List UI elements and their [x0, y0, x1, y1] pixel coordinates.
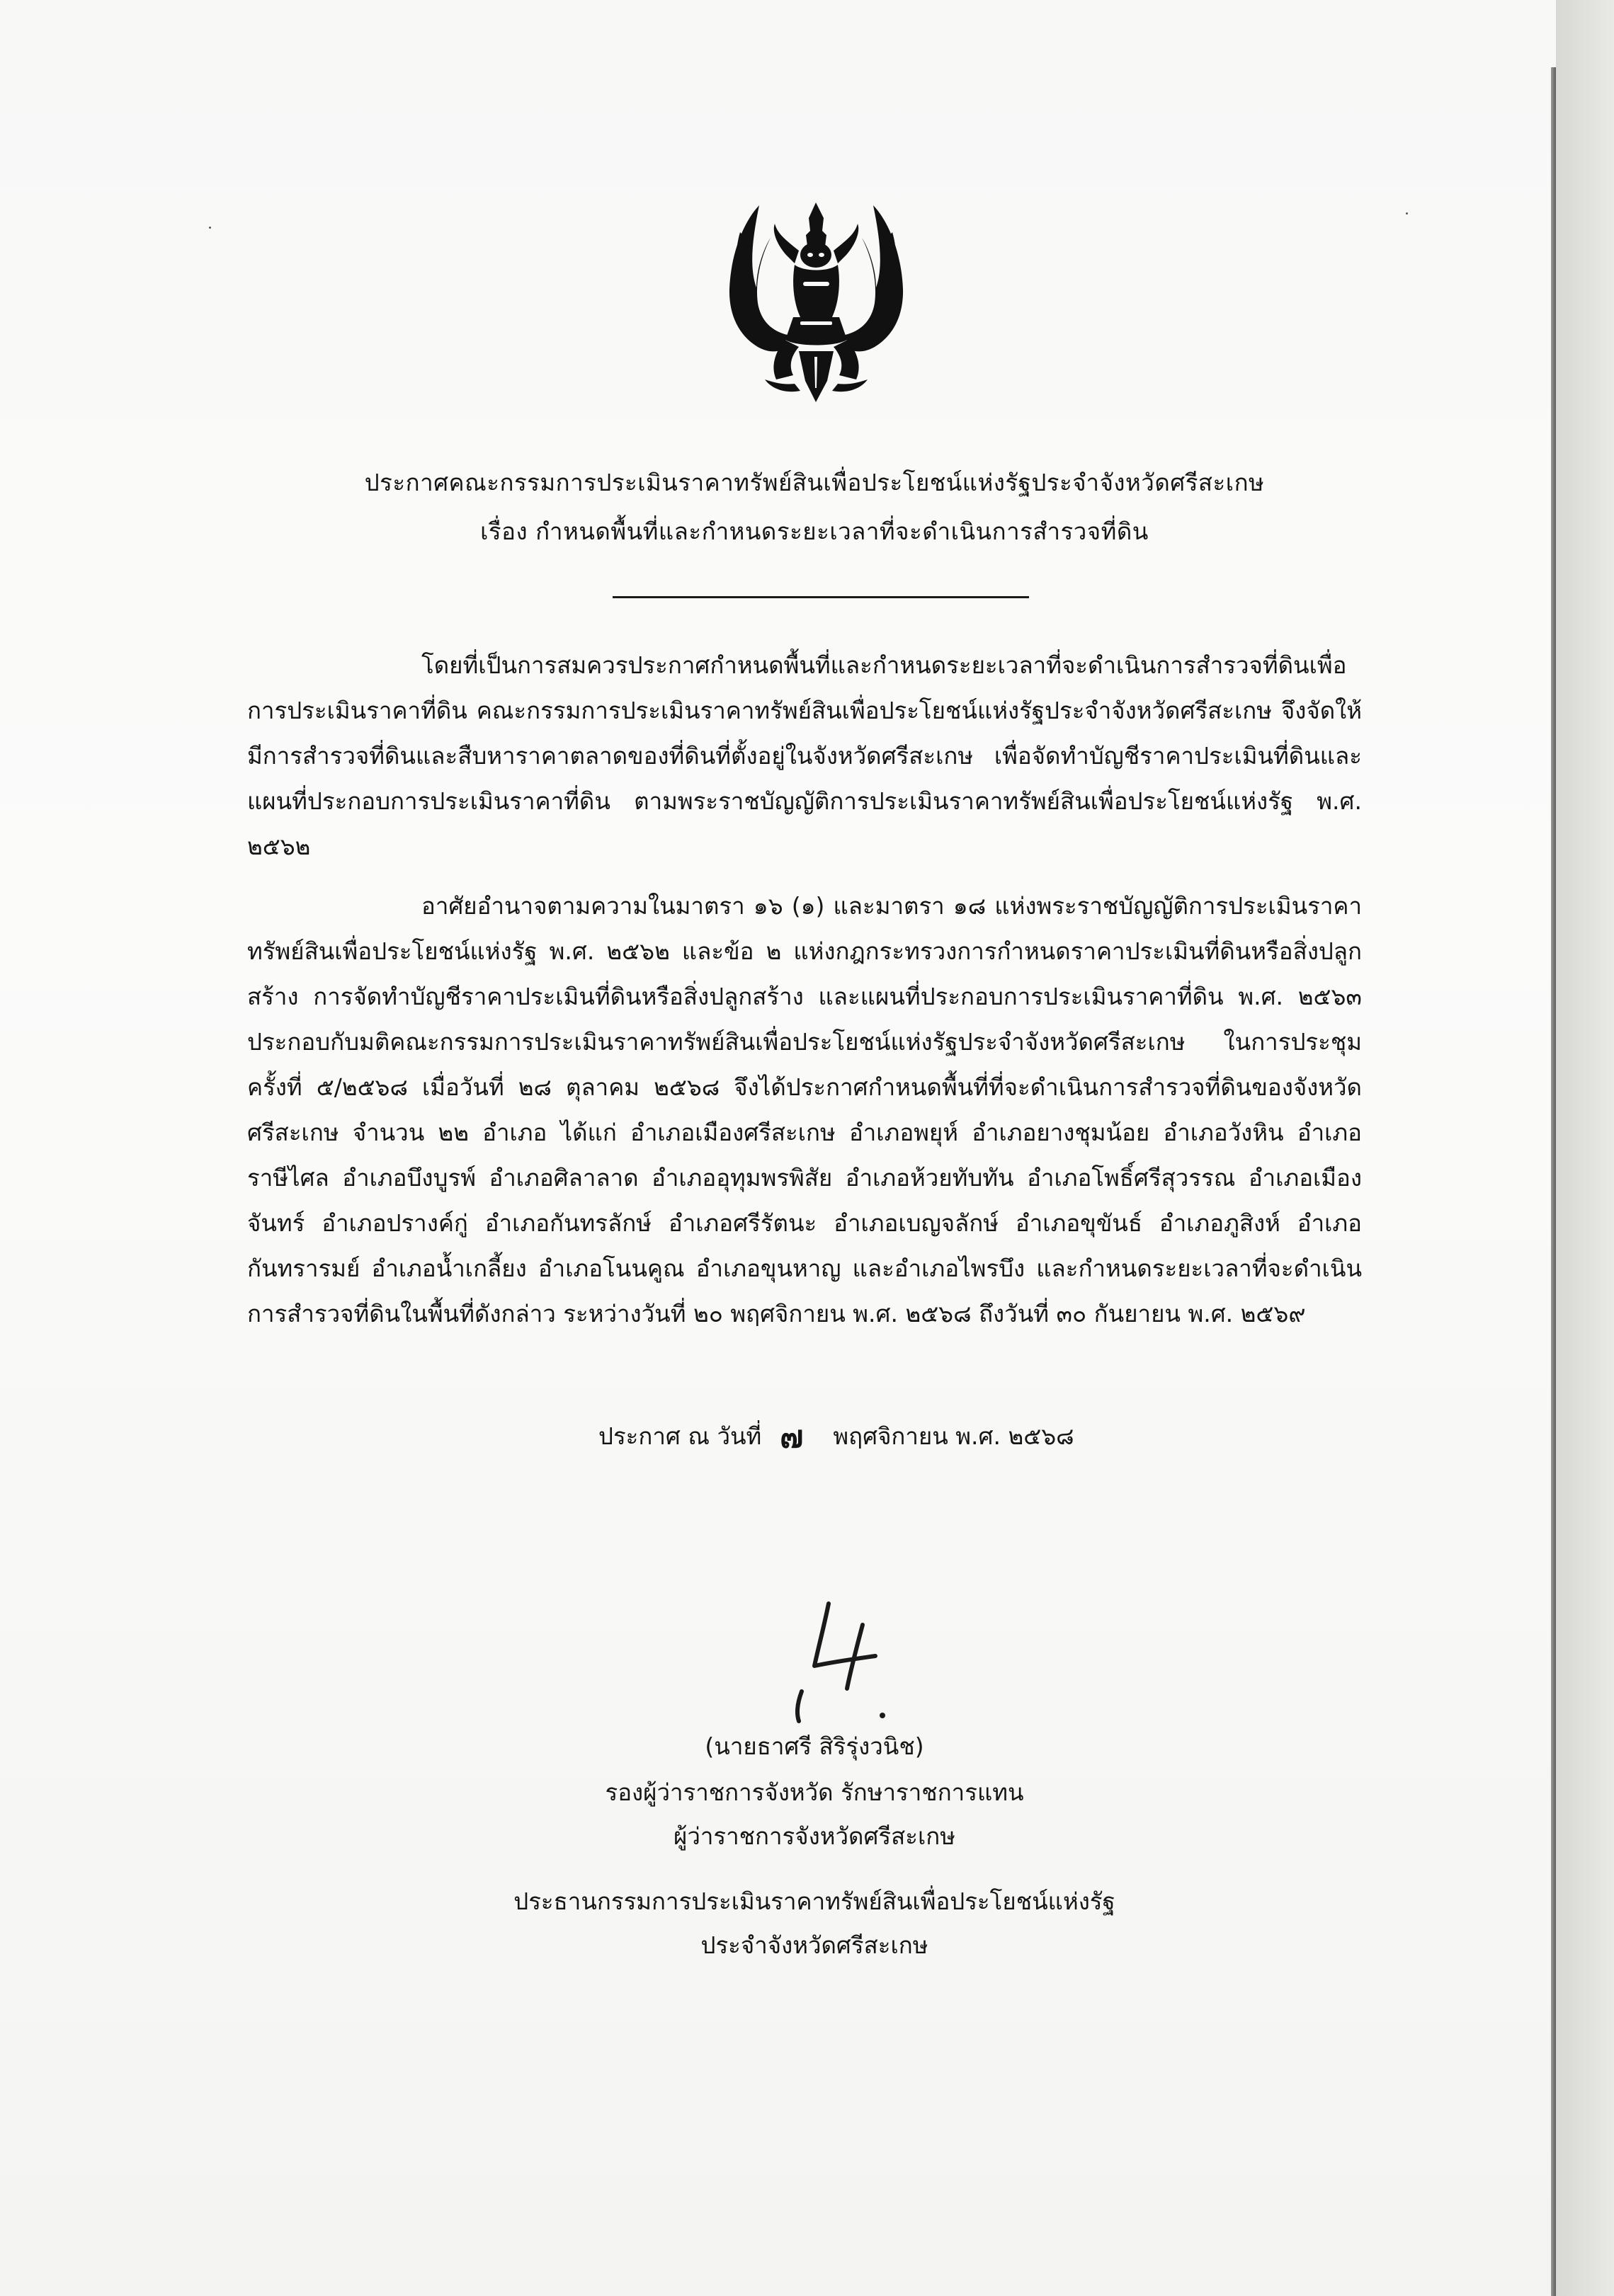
scan-speck	[209, 227, 211, 229]
body-paragraph-1: โดยที่เป็นการสมควรประกาศกำหนดพื้นที่และกำหนดระยะเวลาที่จะดำเนินการสำรวจที่ดินเพื่อการประเมินราคาที่ดิน คณะกรรมการประเมินราคาทรัพย์สินเพื่อประโยชน์แห่งรัฐประจำจังหวัดศรีสะเกษ จึงจัดให้มีการสำรวจที่ดินและสืบหาราคาตลาดของที่ดินที่ตั้งอยู่ในจังหวัดศรีสะเกษ เพื่อจัดทำบัญชีราคาประเมินที่ดินและแผนที่ประกอบการประเมินราคาที่ดิน ตามพระราชบัญญัติการประเมินราคาทรัพย์สินเพื่อประโยชน์แห่งรัฐ พ.ศ. ๒๕๖๒	[247, 651, 1362, 860]
handwritten-signature-icon	[778, 1597, 919, 1738]
signatory-name: (นายธาศรี สิริรุ่งวนิช)	[705, 1732, 924, 1760]
signatory-position-3: ประธานกรรมการประเมินราคาทรัพย์สินเพื่อประโยชน์แห่งรัฐ	[513, 1887, 1115, 1915]
announcement-subject: เรื่อง กำหนดพื้นที่และกำหนดระยะเวลาที่จะดำเนินการสำรวจที่ดิน	[480, 518, 1149, 545]
body-paragraph-2: อาศัยอำนาจตามความในมาตรา ๑๖ (๑) และมาตรา ๑๘ แห่งพระราชบัญญัติการประเมินราคาทรัพย์สินเพื่อประโยชน์แห่งรัฐ พ.ศ. ๒๕๖๒ และข้อ ๒ แห่งกฎกระทรวงการกำหนดราคาประเมินที่ดินหรือสิ่งปลูกสร้าง การจัดทำบัญชีราคาประเมินที่ดินหรือสิ่งปลูกสร้าง และแผนที่ประกอบการประเมินราคาที่ดิน พ.ศ. ๒๕๖๓ ประกอบกับมติคณะกรรมการประเมินราคาทรัพย์สินเพื่อประโยชน์แห่งรัฐประจำจังหวัดศรีสะเกษ ในการประชุมครั้งที่ ๕/๒๕๖๘ เมื่อวันที่ ๒๘ ตุลาคม ๒๕๖๘ จึงได้ประกาศกำหนดพื้นที่ที่จะดำเนินการสำรวจที่ดินของจังหวัดศรีสะเกษ จำนวน ๒๒ อำเภอ ได้แก่ อำเภอเมืองศรีสะเกษ อำเภอพยุห์ อำเภอยางชุมน้อย อำเภอวังหิน อำเภอราษีไศล อำเภอบึงบูรพ์ อำเภอศิลาลาด อำเภออุทุมพรพิสัย อำเภอห้วยทับทัน อำเภอโพธิ์ศรีสุวรรณ อำเภอเมืองจันทร์ อำเภอปรางค์กู่ อำเภอกันทรลักษ์ อำเภอศรีรัตนะ อำเภอเบญจลักษ์ อำเภอขุขันธ์ อำเภอภูสิงห์ อำเภอกันทรารมย์ อำเภอน้ำเกลี้ยง อำเภอโนนคูณ อำเภอขุนหาญ และอำเภอไพรบึง และกำหนดระยะเวลาที่จะดำเนินการสำรวจที่ดินในพื้นที่ดังกล่าว ระหว่างวันที่ ๒๐ พฤศจิกายน พ.ศ. ๒๕๖๘ ถึงวันที่ ๓๐ กันยายน พ.ศ. ๒๕๖๙	[247, 892, 1362, 1327]
announcement-month-year: พฤศจิกายน พ.ศ. ๒๕๖๘	[833, 1422, 1074, 1450]
background-surface	[1556, 0, 1614, 2296]
scan-speck	[1406, 212, 1408, 215]
signatory-position-4: ประจำจังหวัดศรีสะเกษ	[700, 1931, 928, 1959]
announcement-title: ประกาศคณะกรรมการประเมินราคาทรัพย์สินเพื่อประโยชน์แห่งรัฐประจำจังหวัดศรีสะเกษ	[364, 469, 1265, 496]
signatory-position-2: ผู้ว่าราชการจังหวัดศรีสะเกษ	[674, 1822, 955, 1850]
title-divider	[613, 596, 1029, 598]
garuda-emblem-icon	[715, 190, 917, 413]
announcement-date-prefix: ประกาศ ณ วันที่	[598, 1422, 762, 1450]
announcement-day: ๗	[780, 1419, 804, 1455]
announcement-date	[598, 1412, 1074, 1461]
signatory-position-1: รองผู้ว่าราชการจังหวัด รักษาราชการแทน	[605, 1778, 1024, 1806]
paper-edge	[1551, 67, 1556, 2296]
